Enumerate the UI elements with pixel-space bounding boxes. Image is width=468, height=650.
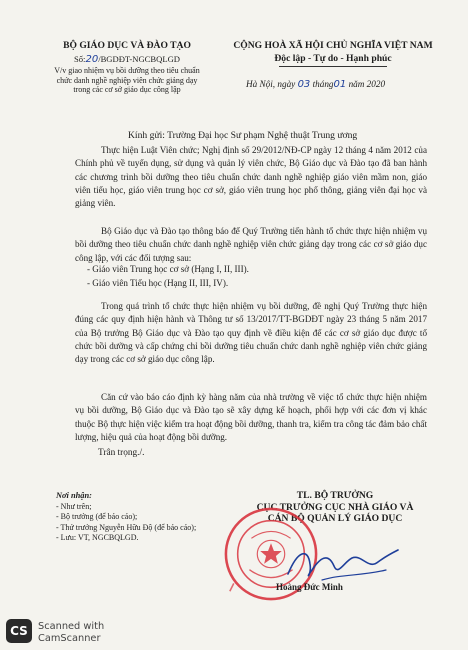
closing-line: Trân trọng./.: [98, 448, 145, 458]
recipients-item: - Bộ trưởng (để báo cáo);: [56, 512, 138, 522]
recipients-item: - Thứ trưởng Nguyễn Hữu Độ (để báo cáo);: [56, 522, 197, 532]
number-handwritten: 20: [85, 54, 99, 65]
document-number: [52, 54, 202, 65]
motto-underline: [279, 66, 387, 67]
list-item-primary-teachers: - Giáo viên Tiểu học (Hạng II, III, IV).: [87, 278, 229, 288]
signer-name: Hoàng Đức Minh: [276, 582, 343, 592]
paragraph-3: Trong quá trình tổ chức thực hiện nhiệm vụ bồi dưỡng, đề nghị Quý Trường thực hiện đúng các quy định hiện hành và Thông tư số 13/2017/TT-BGDĐT ngày 23 tháng 5 năm 2017 của Bộ trưởng Bộ Giáo dục và Đào tạo quy định về điều kiện để các cơ sở giáo dục được tổ chức bồi dưỡng và cấp chứng chỉ bồi dưỡng tiêu chuẩn chức danh nghề nghiệp viên chức giảng dạy trong các cơ sở giáo dục công lập.: [75, 301, 427, 365]
recipients-title: Nơi nhận:: [56, 491, 92, 500]
date-year: năm 2020: [348, 79, 386, 89]
recipients-item: - Như trên;: [56, 501, 92, 511]
paragraph-4: Căn cứ vào báo cáo định kỳ hàng năm của nhà trường về việc tổ chức thực hiện nhiệm vụ bồi dưỡng, Bộ Giáo dục và Đào tạo sẽ xây dựng kế hoạch, phối hợp với các đơn vị khác thuộc Bộ thực hiện việc kiểm tra hoạt động bồi dưỡng, thanh tra, kiểm tra công tác đảm bảo chất lượng, hiệu quả của hoạt động bồi dưỡng.: [75, 392, 427, 442]
date-place: Hà Nội, ngày: [246, 79, 296, 89]
handwritten-signature: [282, 540, 402, 588]
watermark-line-1: Scanned with: [38, 621, 105, 632]
nation-name: CỘNG HOÀ XÃ HỘI CHỦ NGHĨA VIỆT NAM: [233, 40, 433, 51]
date-month: 01: [333, 79, 347, 90]
camscanner-logo: CS: [6, 619, 32, 643]
date-day: 03: [297, 79, 311, 90]
signature-line-3: CÁN BỘ QUẢN LÝ GIÁO DỤC: [267, 513, 403, 524]
national-title-block: [228, 40, 438, 67]
date-month-word: tháng: [312, 79, 334, 89]
issuing-agency-block: [52, 40, 202, 95]
agency-name: BỘ GIÁO DỤC VÀ ĐÀO TẠO: [63, 40, 191, 51]
document-subject: V/v giao nhiệm vụ bồi dưỡng theo tiêu chuẩn chức danh nghề nghiệp viên chức giảng dạy trong các cơ sở giáo dục công lập: [54, 66, 200, 95]
camscanner-watermark: [38, 621, 104, 645]
recipient-line: Kính gửi: Trường Đại học Sư phạm Nghệ thuật Trung ương: [128, 130, 358, 141]
signature-line-2: CỤC TRƯỞNG CỤC NHÀ GIÁO VÀ: [256, 501, 414, 513]
signature-line-1: TL. BỘ TRƯỞNG: [296, 490, 374, 501]
recipients-item: - Lưu: VT, NGCBQLGD.: [56, 533, 139, 543]
number-suffix: /BGDĐT-NGCBQLGD: [98, 54, 180, 64]
recipients-block: [56, 491, 196, 544]
watermark-line-2: CamScanner: [38, 633, 101, 644]
number-prefix: Số:: [73, 54, 86, 64]
paragraph-2: Bộ Giáo dục và Đào tạo thông báo để Quý Trường tiến hành tổ chức thực hiện nhiệm vụ bồi dưỡng theo tiêu chuẩn chức danh nghề nghiệp viên chức giảng dạy trong các cơ sở giáo dục công lập, với các đối tượng sau:: [75, 226, 427, 263]
paragraph-1: Thực hiện Luật Viên chức; Nghị định số 29/2012/NĐ-CP ngày 12 tháng 4 năm 2012 của Chính phủ về tuyển dụng, sử dụng và quản lý viên chức, Bộ Giáo dục và Đào tạo đã ban hành các chương trình bồi dưỡng theo tiêu chuẩn chức danh nghề nghiệp giáo viên mầm non, giáo viên tiểu học, giáo viên trung học cơ sở, giáo viên trung học phổ thông, giảng viên đại học và giảng viên.: [75, 145, 427, 209]
document-date: [246, 79, 385, 90]
list-item-secondary-teachers: - Giáo viên Trung học cơ sở (Hạng I, II, III).: [87, 264, 249, 274]
national-motto: Độc lập - Tự do - Hạnh phúc: [274, 53, 392, 64]
